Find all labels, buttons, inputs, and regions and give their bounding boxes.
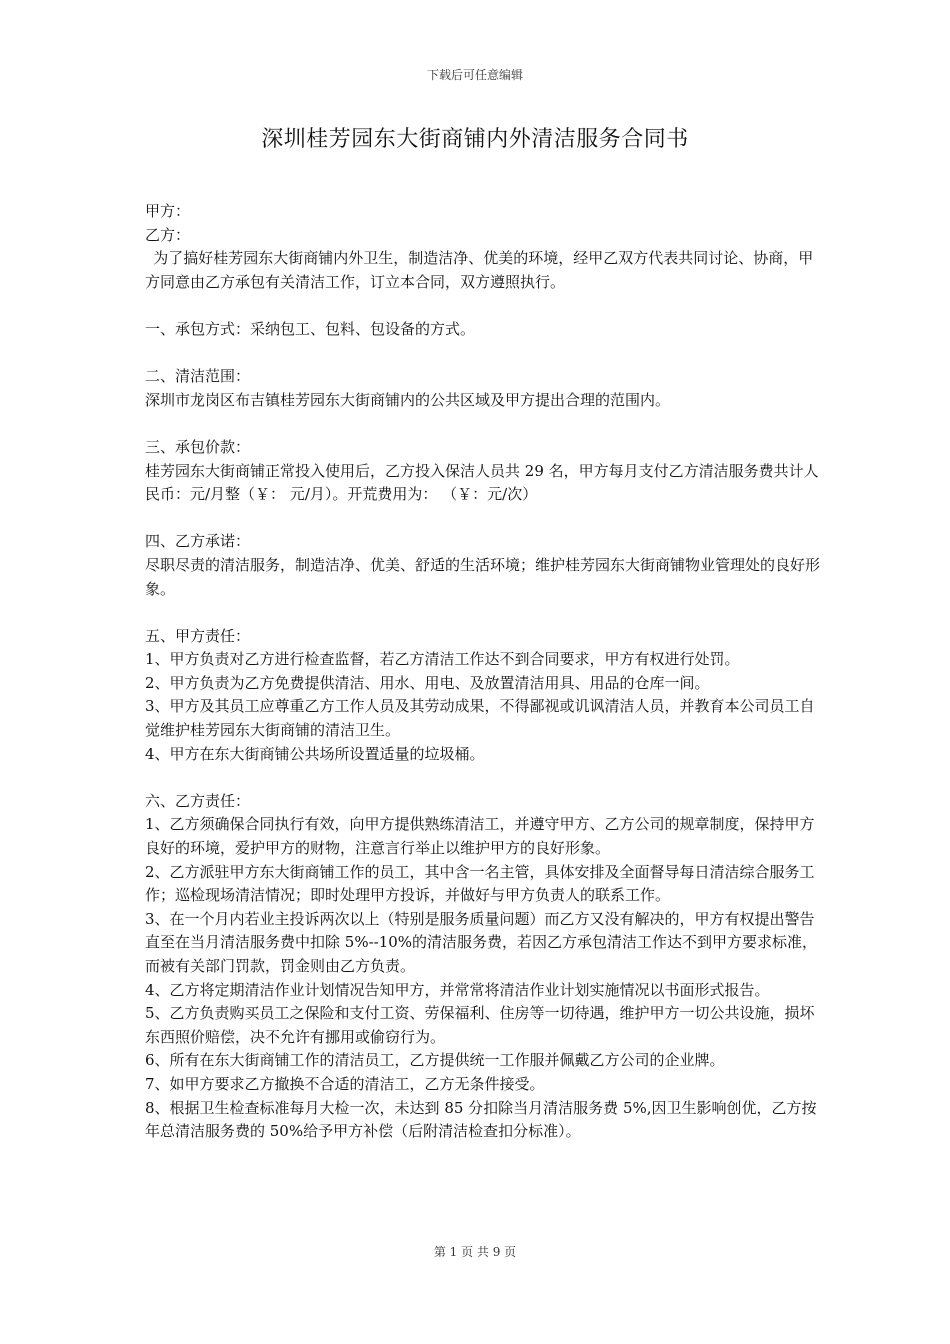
section6-item: 3、在一个月内若业主投诉两次以上（特别是服务质量问题）而乙方又没有解决的，甲方有权提出警告直至在当月清洁服务费中扣除 5%--10%的清洁服务费，若因乙方承包清洁工作达不到甲方要求标准，而被有关部门罚款，罚金则由乙方负责。 bbox=[145, 909, 818, 975]
page-footer: 第 1 页 共 9 页 bbox=[433, 1245, 517, 1259]
party-a-line: 甲方： bbox=[145, 202, 191, 220]
section6-item: 2、乙方派驻甲方东大街商铺工作的员工，其中含一名主管，具体安排及全面督导每日清洁综合服务工作；巡检现场清洁情况；即时处理甲方投诉，并做好与甲方负责人的联系工作。 bbox=[145, 862, 815, 905]
section5-heading: 五、甲方责任： bbox=[145, 626, 251, 645]
section5-item: 4、甲方在东大街商铺公共场所设置适量的垃圾桶。 bbox=[145, 744, 485, 763]
section4-heading: 四、乙方承诺： bbox=[145, 532, 251, 551]
section2-text: 深圳市龙岗区布吉镇桂芳园东大街商铺内的公共区域及甲方提出合理的范围内。 bbox=[145, 390, 671, 409]
section6-item: 6、所有在东大街商铺工作的清洁员工，乙方提供统一工作服并佩戴乙方公司的企业牌。 bbox=[145, 1051, 725, 1070]
section6-item: 4、乙方将定期清洁作业计划情况告知甲方，并常常将清洁作业计划实施情况以书面形式报告。 bbox=[145, 980, 770, 999]
section3-heading: 三、承包价款： bbox=[145, 437, 251, 456]
section5-item: 3、甲方及其员工应尊重乙方工作人员及其劳动成果，不得鄙视或讥讽清洁人员，并教育本公司员工自觉维护桂芳园东大街商铺的清洁卫生。 bbox=[145, 697, 815, 740]
intro-paragraph: 为了搞好桂芳园东大街商铺内外卫生，制造洁净、优美的环境，经甲乙双方代表共同讨论、协商，甲方同意由乙方承包有关清洁工作，订立本合同，双方遵照执行。 bbox=[145, 249, 814, 291]
document-body bbox=[145, 200, 825, 1144]
section6-item: 7、如甲方要求乙方撤换不合适的清洁工，乙方无条件接受。 bbox=[145, 1074, 545, 1093]
section6-item: 8、根据卫生检查标准每月大检一次，未达到 85 分扣除当月清洁服务费 5%,因卫生影响创优，乙方按年总清洁服务费的 50%给予甲方补偿（后附清洁检查扣分标准）。 bbox=[145, 1098, 817, 1141]
section5-item: 2、甲方负责为乙方免费提供清洁、用水、用电、及放置清洁用具、用品的仓库一间。 bbox=[145, 673, 710, 692]
section5-item: 1、甲方负责对乙方进行检查监督，若乙方清洁工作达不到合同要求，甲方有权进行处罚。 bbox=[145, 650, 740, 669]
section1-heading: 一、承包方式：采纳包工、包料、包设备的方式。 bbox=[145, 319, 476, 338]
section6-item: 1、乙方须确保合同执行有效，向甲方提供熟练清洁工，并遵守甲方、乙方公司的规章制度，保持甲方良好的环境，爱护甲方的财物，注意言行举止以维护甲方的良好形象。 bbox=[145, 815, 815, 858]
spacer bbox=[145, 294, 825, 318]
spacer bbox=[145, 507, 825, 531]
spacer bbox=[145, 601, 825, 625]
section3-text: 桂芳园东大街商铺正常投入使用后，乙方投入保洁人员共 29 名，甲方每月支付乙方清洁服务费共计人民币：元/月整（￥： 元/月）。开荒费用为： （￥：元/次） bbox=[145, 461, 819, 504]
party-b-line: 乙方： bbox=[145, 225, 191, 244]
spacer bbox=[145, 342, 825, 366]
section2-heading: 二、清洁范围： bbox=[145, 367, 251, 386]
spacer bbox=[145, 766, 825, 790]
spacer bbox=[145, 412, 825, 436]
page-header: 下载后可任意编辑 bbox=[426, 68, 523, 82]
section4-text: 尽职尽责的清洁服务，制造洁净、优美、舒适的生活环境；维护桂芳园东大街商铺物业管理处的良好形象。 bbox=[145, 555, 821, 598]
section6-item: 5、乙方负责购买员工之保险和支付工资、劳保福利、住房等一切待遇，维护甲方一切公共设施，损坏东西照价赔偿，决不允许有挪用或偷窃行为。 bbox=[145, 1004, 815, 1046]
section6-heading: 六、乙方责任： bbox=[145, 791, 251, 810]
document-title: 深圳桂芳园东大街商铺内外清洁服务合同书 bbox=[261, 127, 689, 152]
